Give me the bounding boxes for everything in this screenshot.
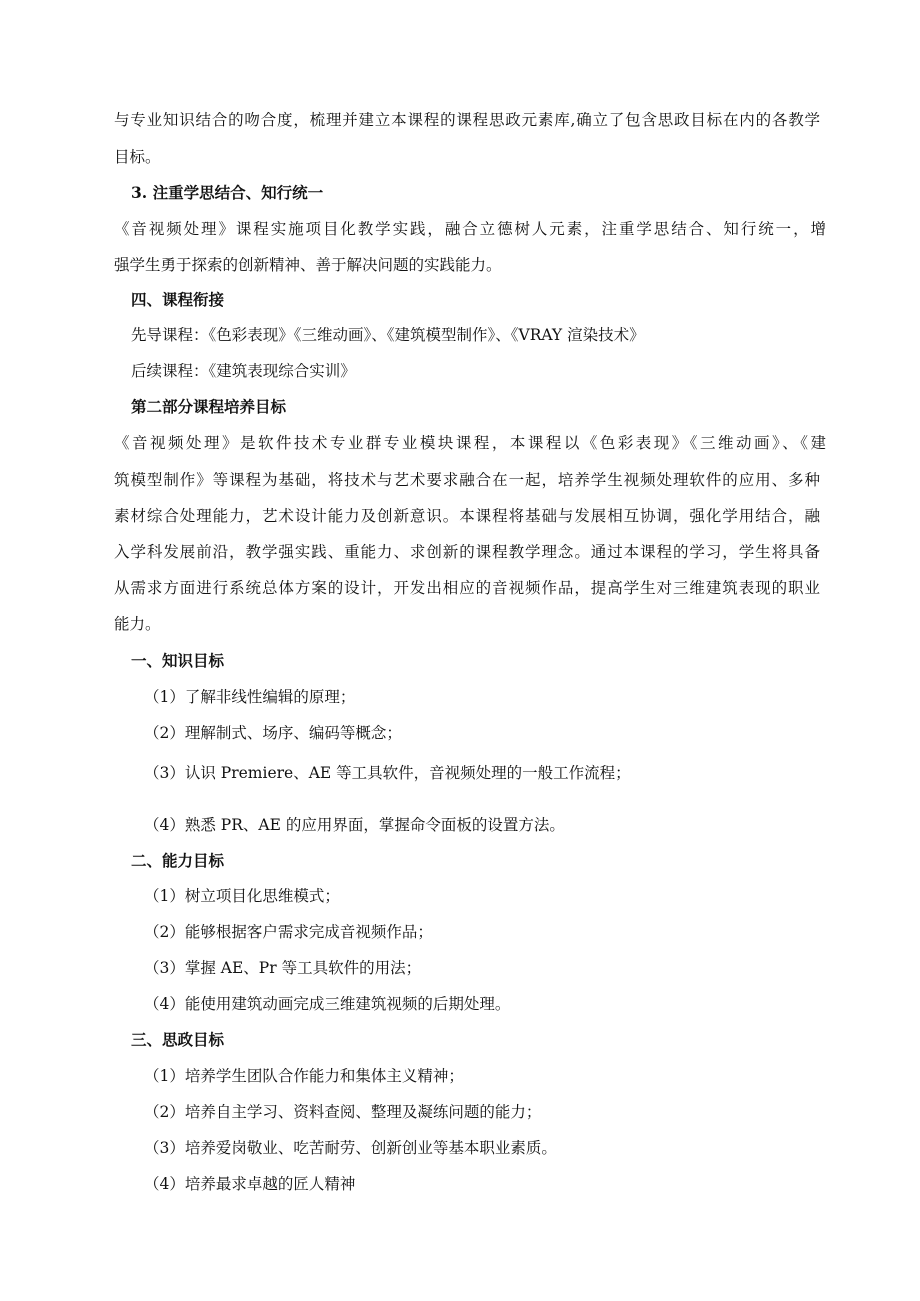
section-heading: 3. 注重学思结合、知行统一 (131, 183, 324, 202)
paragraph-line: 入学科发展前沿，教学强实践、重能力、求创新的课程教学理念。通过本课程的学习，学生将具备 (114, 543, 820, 561)
list-item: （4）熟悉 PR、AE 的应用界面，掌握命令面板的设置方法。 (144, 816, 565, 834)
list-item: （4）能使用建筑动画完成三维建筑视频的后期处理。 (144, 995, 511, 1013)
followup-courses: 后续课程：《建筑表现综合实训》 (131, 362, 356, 380)
knowledge-goals-heading: 一、知识目标 (131, 651, 225, 670)
intro-paragraph-line: 与专业知识结合的吻合度，梳理并建立本课程的课程思政元素库,确立了包含思政目标在内的各教学 (114, 111, 820, 129)
list-item: （2）培养自主学习、资料查阅、整理及凝练问题的能力； (144, 1103, 542, 1121)
ability-goals-heading: 二、能力目标 (131, 851, 225, 870)
part-heading: 第二部分课程培养目标 (131, 397, 287, 416)
list-item: （4）培养最求卓越的匠人精神 (144, 1175, 356, 1193)
paragraph-line: 强学生勇于探索的创新精神、善于解决问题的实践能力。 (114, 256, 502, 274)
section-heading: 四、课程衔接 (131, 290, 225, 309)
paragraph-line: 素材综合处理能力，艺术设计能力及创新意识。本课程将基础与发展相互协调，强化学用结合，融 (114, 507, 820, 525)
list-item: （3）掌握 AE、Pr 等工具软件的用法； (144, 959, 422, 977)
ideology-goals-heading: 三、思政目标 (131, 1030, 225, 1049)
list-item: （1）树立项目化思维模式； (144, 887, 340, 905)
list-item: （2）理解制式、场序、编码等概念； (144, 724, 402, 742)
list-item: （2）能够根据客户需求完成音视频作品； (144, 923, 433, 941)
list-item: （1）了解非线性编辑的原理； (144, 688, 356, 706)
paragraph-line: 从需求方面进行系统总体方案的设计，开发出相应的音视频作品，提高学生对三维建筑表现的职业 (114, 579, 820, 597)
list-item: （3）培养爱岗敬业、吃苦耐劳、创新创业等基本职业素质。 (144, 1139, 557, 1157)
paragraph-line: 筑模型制作》等课程为基础，将技术与艺术要求融合在一起，培养学生视频处理软件的应用、多种 (114, 471, 820, 489)
paragraph-line: 《音视频处理》是软件技术专业群专业模块课程，本课程以《色彩表现》《三维动画》、《建 (114, 434, 826, 452)
prerequisite-courses: 先导课程：《色彩表现》《三维动画》、《建筑模型制作》、《VRAY 渲染技术》 (131, 326, 645, 344)
list-item: （3）认识 Premiere、AE 等工具软件，音视频处理的一般工作流程； (144, 764, 631, 782)
paragraph-line: 《音视频处理》课程实施项目化教学实践，融合立德树人元素，注重学思结合、知行统一，增 (114, 220, 826, 238)
list-item: （1）培养学生团队合作能力和集体主义精神； (144, 1067, 464, 1085)
paragraph-line: 能力。 (114, 615, 161, 633)
intro-paragraph-line: 目标。 (114, 148, 161, 166)
